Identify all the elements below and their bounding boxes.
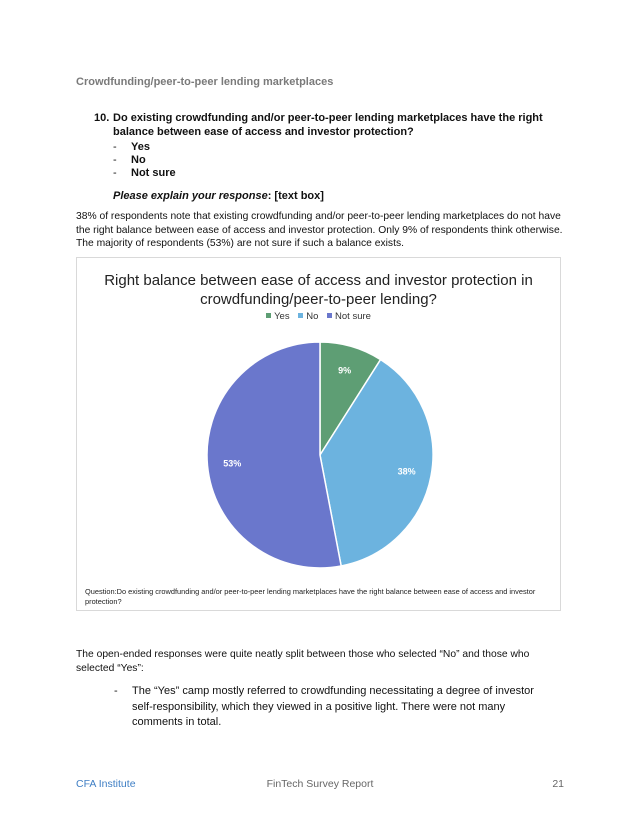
explain-prompt — [113, 189, 574, 203]
data-label-not-sure: 53% — [223, 458, 242, 469]
dash-marker: - — [113, 154, 117, 166]
survey-question — [94, 111, 574, 203]
chart-note: Question:Do existing crowdfunding and/or peer-to-peer lending marketplaces have the right balance between ease of access and investor protection? — [85, 587, 536, 606]
bullet-text: The “Yes” camp mostly referred to crowdfunding necessitating a degree of investor self-responsibility, which they viewed in a positive light. There were not many comments in total. — [132, 685, 534, 728]
section-title: Crowdfunding/peer-to-peer lending marketplaces — [76, 76, 334, 88]
results-paragraph: 38% of respondents note that existing crowdfunding and/or peer-to-peer lending marketplaces do not have the right balance between ease of access and investor protection. Only 9% of respondents think otherwise. The majority of respondents (53%) are not sure if such a balance exists. — [76, 211, 563, 249]
data-label-yes: 9% — [338, 365, 352, 376]
pie-chart — [76, 257, 561, 611]
page-number: 21 — [552, 778, 564, 790]
dash-marker: - — [113, 167, 117, 179]
data-label-no: 38% — [397, 466, 416, 477]
explain-suffix: : [text box] — [267, 190, 324, 202]
explain-label: Please explain your response — [113, 190, 268, 202]
question-text: Do existing crowdfunding and/or peer-to-peer lending marketplaces have the right balance between ease of access and investor protection? — [113, 112, 543, 138]
dash-marker: - — [113, 141, 117, 153]
option-no: - No — [113, 154, 146, 166]
footer-organization: CFA Institute — [76, 778, 136, 790]
bullet-point — [114, 684, 544, 731]
bullet-dash: - — [114, 685, 118, 697]
option-not-sure: - Not sure — [113, 167, 176, 179]
pie-plot-area — [77, 258, 562, 612]
legend-item-yes: Yes — [266, 311, 290, 322]
answer-options — [113, 141, 574, 180]
legend-item-no: No — [298, 311, 318, 322]
question-number: 10. — [94, 112, 110, 124]
option-yes: - Yes — [113, 141, 150, 153]
chart-title: Right balance between ease of access and investor protection in crowdfunding/peer-to-peer lending? — [104, 272, 533, 308]
legend-item-not-sure: Not sure — [327, 311, 371, 322]
footer-report-title: FinTech Survey Report — [266, 778, 374, 790]
open-ended-paragraph: The open-ended responses were quite neatly split between those who selected “No” and those who selected “Yes”: — [76, 649, 530, 674]
